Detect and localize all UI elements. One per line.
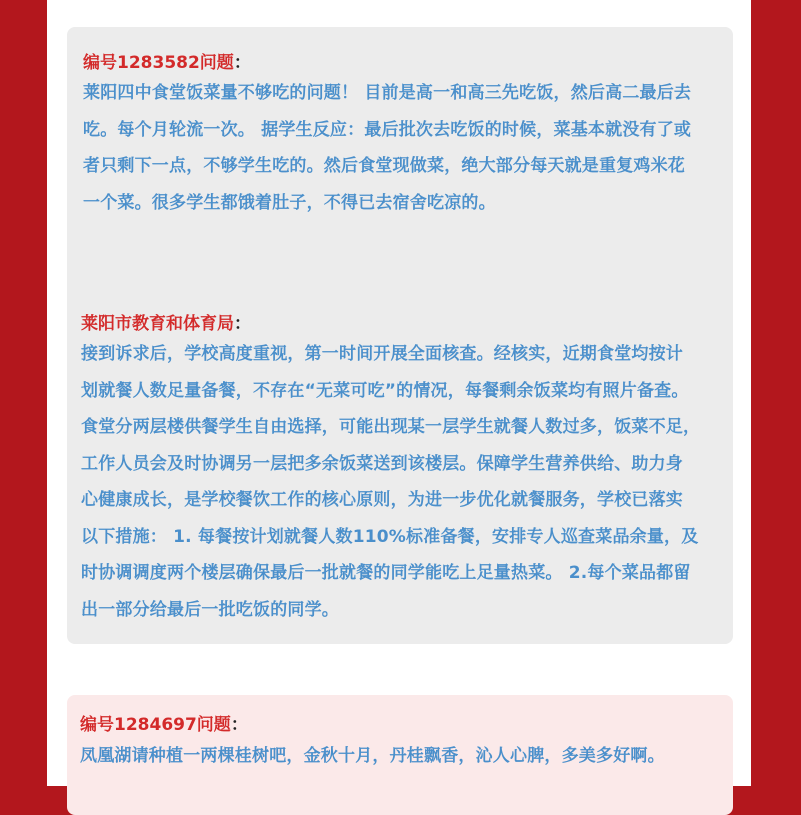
question-line: 一个菜。很多学生都饿着肚子，不得已去宿舍吃凉的。 bbox=[83, 192, 496, 213]
heading-colon: ： bbox=[230, 715, 248, 735]
heading-colon: ： bbox=[234, 314, 251, 334]
question-line: 吃。每个月轮流一次。 据学生反应：最后批次去吃饭的时候，菜基本就没有了或 bbox=[83, 119, 692, 140]
question-number-label: 编号1284697问题 bbox=[80, 715, 231, 735]
reply-line: 以下措施： 1. 每餐按计划就餐人数110%标准备餐，安排专人巡查菜品余量，及 bbox=[81, 526, 699, 547]
question-line: 莱阳四中食堂饭菜量不够吃的问题！ 目前是高一和高三先吃饭，然后高二最后去 bbox=[83, 83, 692, 103]
question-text bbox=[80, 738, 665, 775]
question-heading bbox=[80, 710, 248, 735]
reply-line: 心健康成长，是学校餐饮工作的核心原则，为进一步优化就餐服务，学校已落实 bbox=[81, 490, 683, 510]
question-number-label: 编号1283582问题 bbox=[83, 53, 234, 73]
question-line: 凤凰湖请种植一两棵桂树吧，金秋十月，丹桂飘香，沁人心脾，多美多好啊。 bbox=[80, 746, 665, 766]
question-text bbox=[83, 75, 691, 221]
reply-line: 时协调调度两个楼层确保最后一批就餐的同学能吃上足量热菜。 2.每个菜品都留 bbox=[81, 563, 691, 583]
reply-line: 划就餐人数足量备餐，不存在“无菜可吃”的情况，每餐剩余饭菜均有照片备查。 bbox=[81, 380, 689, 401]
question-heading bbox=[83, 48, 251, 73]
reply-line: 食堂分两层楼供餐学生自由选择，可能出现某一层学生就餐人数过多，饭菜不足， bbox=[81, 417, 701, 437]
question-card bbox=[67, 695, 733, 815]
question-reply-card bbox=[67, 27, 733, 644]
article-page bbox=[47, 0, 751, 786]
reply-department-label: 莱阳市教育和体育局 bbox=[81, 314, 234, 334]
reply-heading bbox=[81, 309, 251, 334]
reply-line: 工作人员会及时协调另一层把多余饭菜送到该楼层。保障学生营养供给、助力身 bbox=[81, 453, 683, 474]
reply-line: 出一部分给最后一批吃饭的同学。 bbox=[81, 599, 339, 620]
reply-text bbox=[81, 336, 700, 628]
question-line: 者只剩下一点，不够学生吃的。然后食堂现做菜，绝大部分每天就是重复鸡米花 bbox=[83, 156, 685, 176]
heading-colon: ： bbox=[233, 53, 251, 73]
reply-line: 接到诉求后，学校高度重视，第一时间开展全面核查。经核实，近期食堂均按计 bbox=[81, 344, 683, 364]
